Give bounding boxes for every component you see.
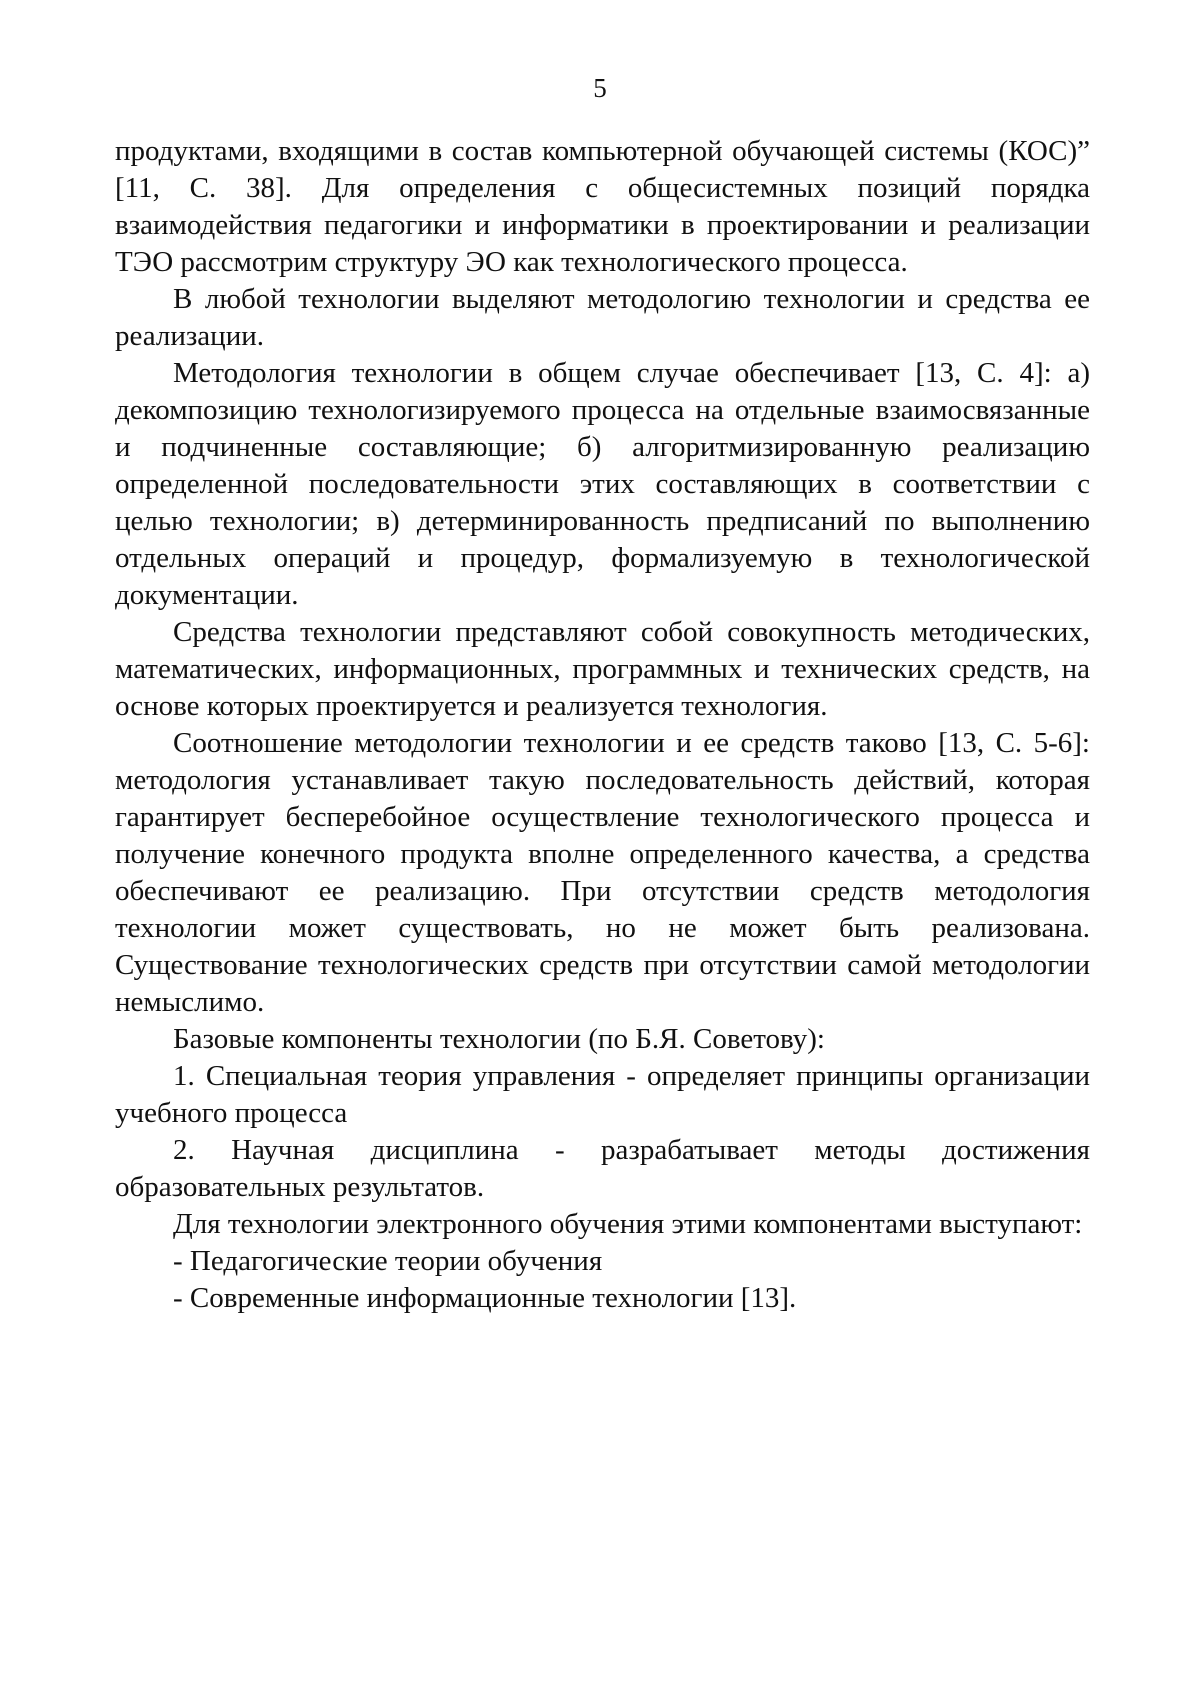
- paragraph-relationship: Соотношение методологии технологии и ее средств таково [13, С. 5-6]: методология устанавливает такую последовательность действий, которая гарантирует бесперебойное осуществление технологического процесса и получение конечного продукта вполне определенного качества, а средства обеспечивают ее реализацию. При отсутствии средств методология технологии может существовать, но не может быть реализована. Существование технологических средств при отсутствии самой методологии немыслимо.: [115, 727, 1090, 1018]
- paragraph-e-learning-components: Для технологии электронного обучения этими компонентами выступают:: [173, 1208, 1083, 1240]
- paragraph-continuation: продуктами, входящими в состав компьютерной обучающей системы (КОС)” [11, С. 38]. Для определения с общесистемных позиций порядка взаимодействия педагогики и информатики в проектировании и реализации ТЭО рассмотрим структуру ЭО как технологического процесса.: [115, 135, 1090, 278]
- paragraph-means: Средства технологии представляют собой совокупность методических, математических, информационных, программных и технических средств, на основе которых проектируется и реализуется технология.: [115, 616, 1090, 722]
- list-item-information-technologies: - Современные информационные технологии [13].: [173, 1282, 797, 1314]
- document-body: [115, 133, 1090, 1317]
- list-item-control-theory: 1. Специальная теория управления - определяет принципы организации учебного процесса: [115, 1060, 1090, 1129]
- paragraph-methodology: Методология технологии в общем случае обеспечивает [13, С. 4]: а) декомпозицию технологизируемого процесса на отдельные взаимосвязанные и подчиненные составляющие; б) алгоритмизированную реализацию определенной последовательности этих составляющих в соответствии с целью технологии; в) детерминированность предписаний по выполнению отдельных операций и процедур, формализуемую в технологической документации.: [115, 357, 1090, 611]
- list-item-pedagogical-theories: - Педагогические теории обучения: [173, 1245, 603, 1277]
- list-item-scientific-discipline: 2. Научная дисциплина - разрабатывает методы достижения образовательных результатов.: [115, 1134, 1090, 1203]
- paragraph-technology-parts: В любой технологии выделяют методологию технологии и средства ее реализации.: [115, 283, 1090, 352]
- paragraph-base-components: Базовые компоненты технологии (по Б.Я. Советову):: [173, 1023, 825, 1055]
- page-number: 5: [593, 73, 607, 103]
